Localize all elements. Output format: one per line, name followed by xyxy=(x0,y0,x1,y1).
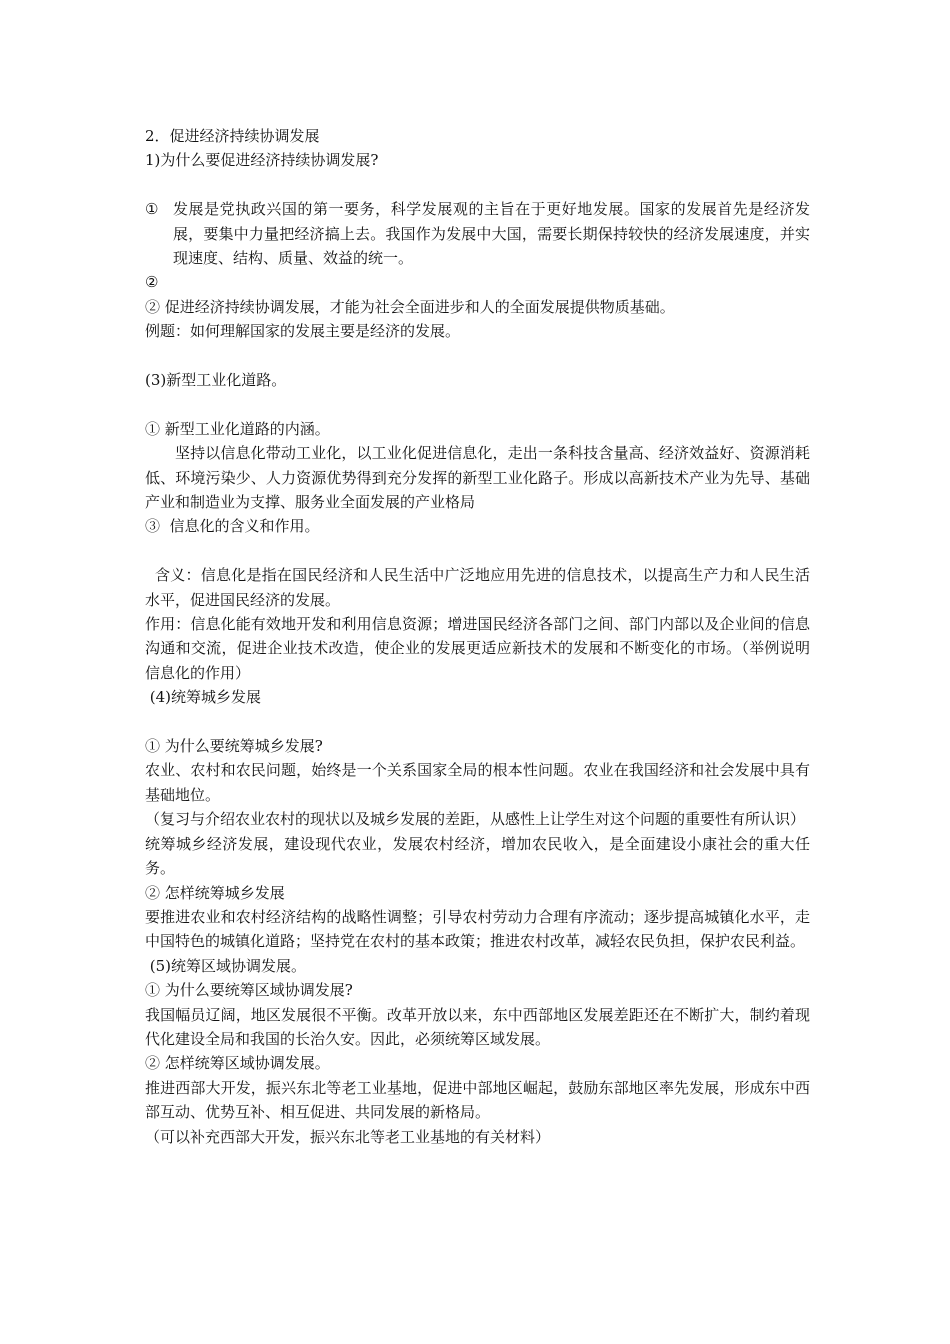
blank-line xyxy=(145,344,810,368)
section-5-paragraph-1: 我国幅员辽阔，地区发展很不平衡。改革开放以来，东中西部地区发展差距还在不断扩大，制约着现代化建设全局和我国的长治久安。因此，必须统筹区域发展。 xyxy=(145,1005,810,1048)
question-1: 1)为什么要促进经济持续协调发展? xyxy=(145,151,379,170)
section-4-sub-2: ② 怎样统筹城乡发展 xyxy=(145,883,285,902)
section-5-sub-2: ② 怎样统筹区域协调发展。 xyxy=(145,1054,330,1073)
section-4-paragraph-4: 要推进农业和农村经济结构的战略性调整；引导农村劳动力合理有序流动；逐步提高城镇化水平，走中国特色的城镇化道路；坚持党在农村的基本政策；推进农村改革，减轻农民负担，保护农民利益。 xyxy=(145,907,810,951)
section-4-paragraph-3: 统筹城乡经济发展，建设现代农业，发展农村经济，增加农民收入，是全面建设小康社会的重大任务。 xyxy=(145,834,810,878)
section-5-paragraph-3: （可以补充西部大开发，振兴东北等老工业基地的有关材料） xyxy=(145,1127,551,1146)
list-item-2-marker: ② xyxy=(145,273,159,292)
section-5-sub-1: ① 为什么要统筹区域协调发展? xyxy=(145,981,353,1000)
section-3-sub-3: ③ 信息化的含义和作用。 xyxy=(145,517,320,536)
blank-line xyxy=(145,710,810,734)
section-4-paragraph-2: （复习与介绍农业农村的现状以及城乡发展的差距，从感性上让学生对这个问题的重要性有所认识） xyxy=(145,810,806,829)
section-4-sub-1: ① 为什么要统筹城乡发展? xyxy=(145,737,323,756)
list-item-1 xyxy=(145,197,810,270)
informatization-meaning: 含义：信息化是指在国民经济和人民生活中广泛地应用先进的信息技术，以提高生产力和人民生活水平，促进国民经济的发展。 xyxy=(145,566,810,609)
document-page xyxy=(145,124,810,1149)
blank-line xyxy=(145,392,810,416)
section-5-heading: (5)统筹区域协调发展。 xyxy=(145,956,307,975)
list-item-text: 发展是党执政兴国的第一要务，科学发展观的主旨在于更好地发展。国家的发展首先是经济发展，要集中力量把经济搞上去。我国作为发展中大国，需要长期保持较快的经济发展速度，并实现速度、结构、质量、效益的统一。 xyxy=(173,200,810,268)
blank-line xyxy=(145,539,810,563)
section-3-heading: (3)新型工业化道路。 xyxy=(145,371,287,390)
section-heading: 2．促进经济持续协调发展 xyxy=(145,127,320,145)
section-4-paragraph-1: 农业、农村和农民问题，始终是一个关系国家全局的根本性问题。农业在我国经济和社会发展中具有基础地位。 xyxy=(145,761,810,804)
section-5-paragraph-2: 推进西部大开发，振兴东北等老工业基地，促进中部地区崛起，鼓励东部地区率先发展，形成东中西部互动、优势互补、相互促进、共同发展的新格局。 xyxy=(145,1078,810,1122)
list-item-2: ② 促进经济持续协调发展，才能为社会全面进步和人的全面发展提供物质基础。 xyxy=(145,297,675,316)
section-3-sub-1: ① 新型工业化道路的内涵。 xyxy=(145,419,330,438)
section-4-heading: (4)统筹城乡发展 xyxy=(145,688,262,707)
blank-line xyxy=(145,173,810,197)
section-3-sub-1-text: 坚持以信息化带动工业化，以工业化促进信息化，走出一条科技含量高、经济效益好、资源消耗低、环境污染少、人力资源优势得到充分发挥的新型工业化路子。形成以高新技术产业为先导、基础产业和制造业为支撑、服务业全面发展的产业格局 xyxy=(145,444,810,512)
informatization-effect: 作用：信息化能有效地开发和利用信息资源；增进国民经济各部门之间、部门内部以及企业间的信息沟通和交流，促进企业技术改造，使企业的发展更适应新技术的发展和不断变化的市场。（举例说明信息化的作用） xyxy=(145,615,810,682)
list-marker: ① xyxy=(145,200,159,219)
example-question: 例题：如何理解国家的发展主要是经济的发展。 xyxy=(145,322,461,341)
